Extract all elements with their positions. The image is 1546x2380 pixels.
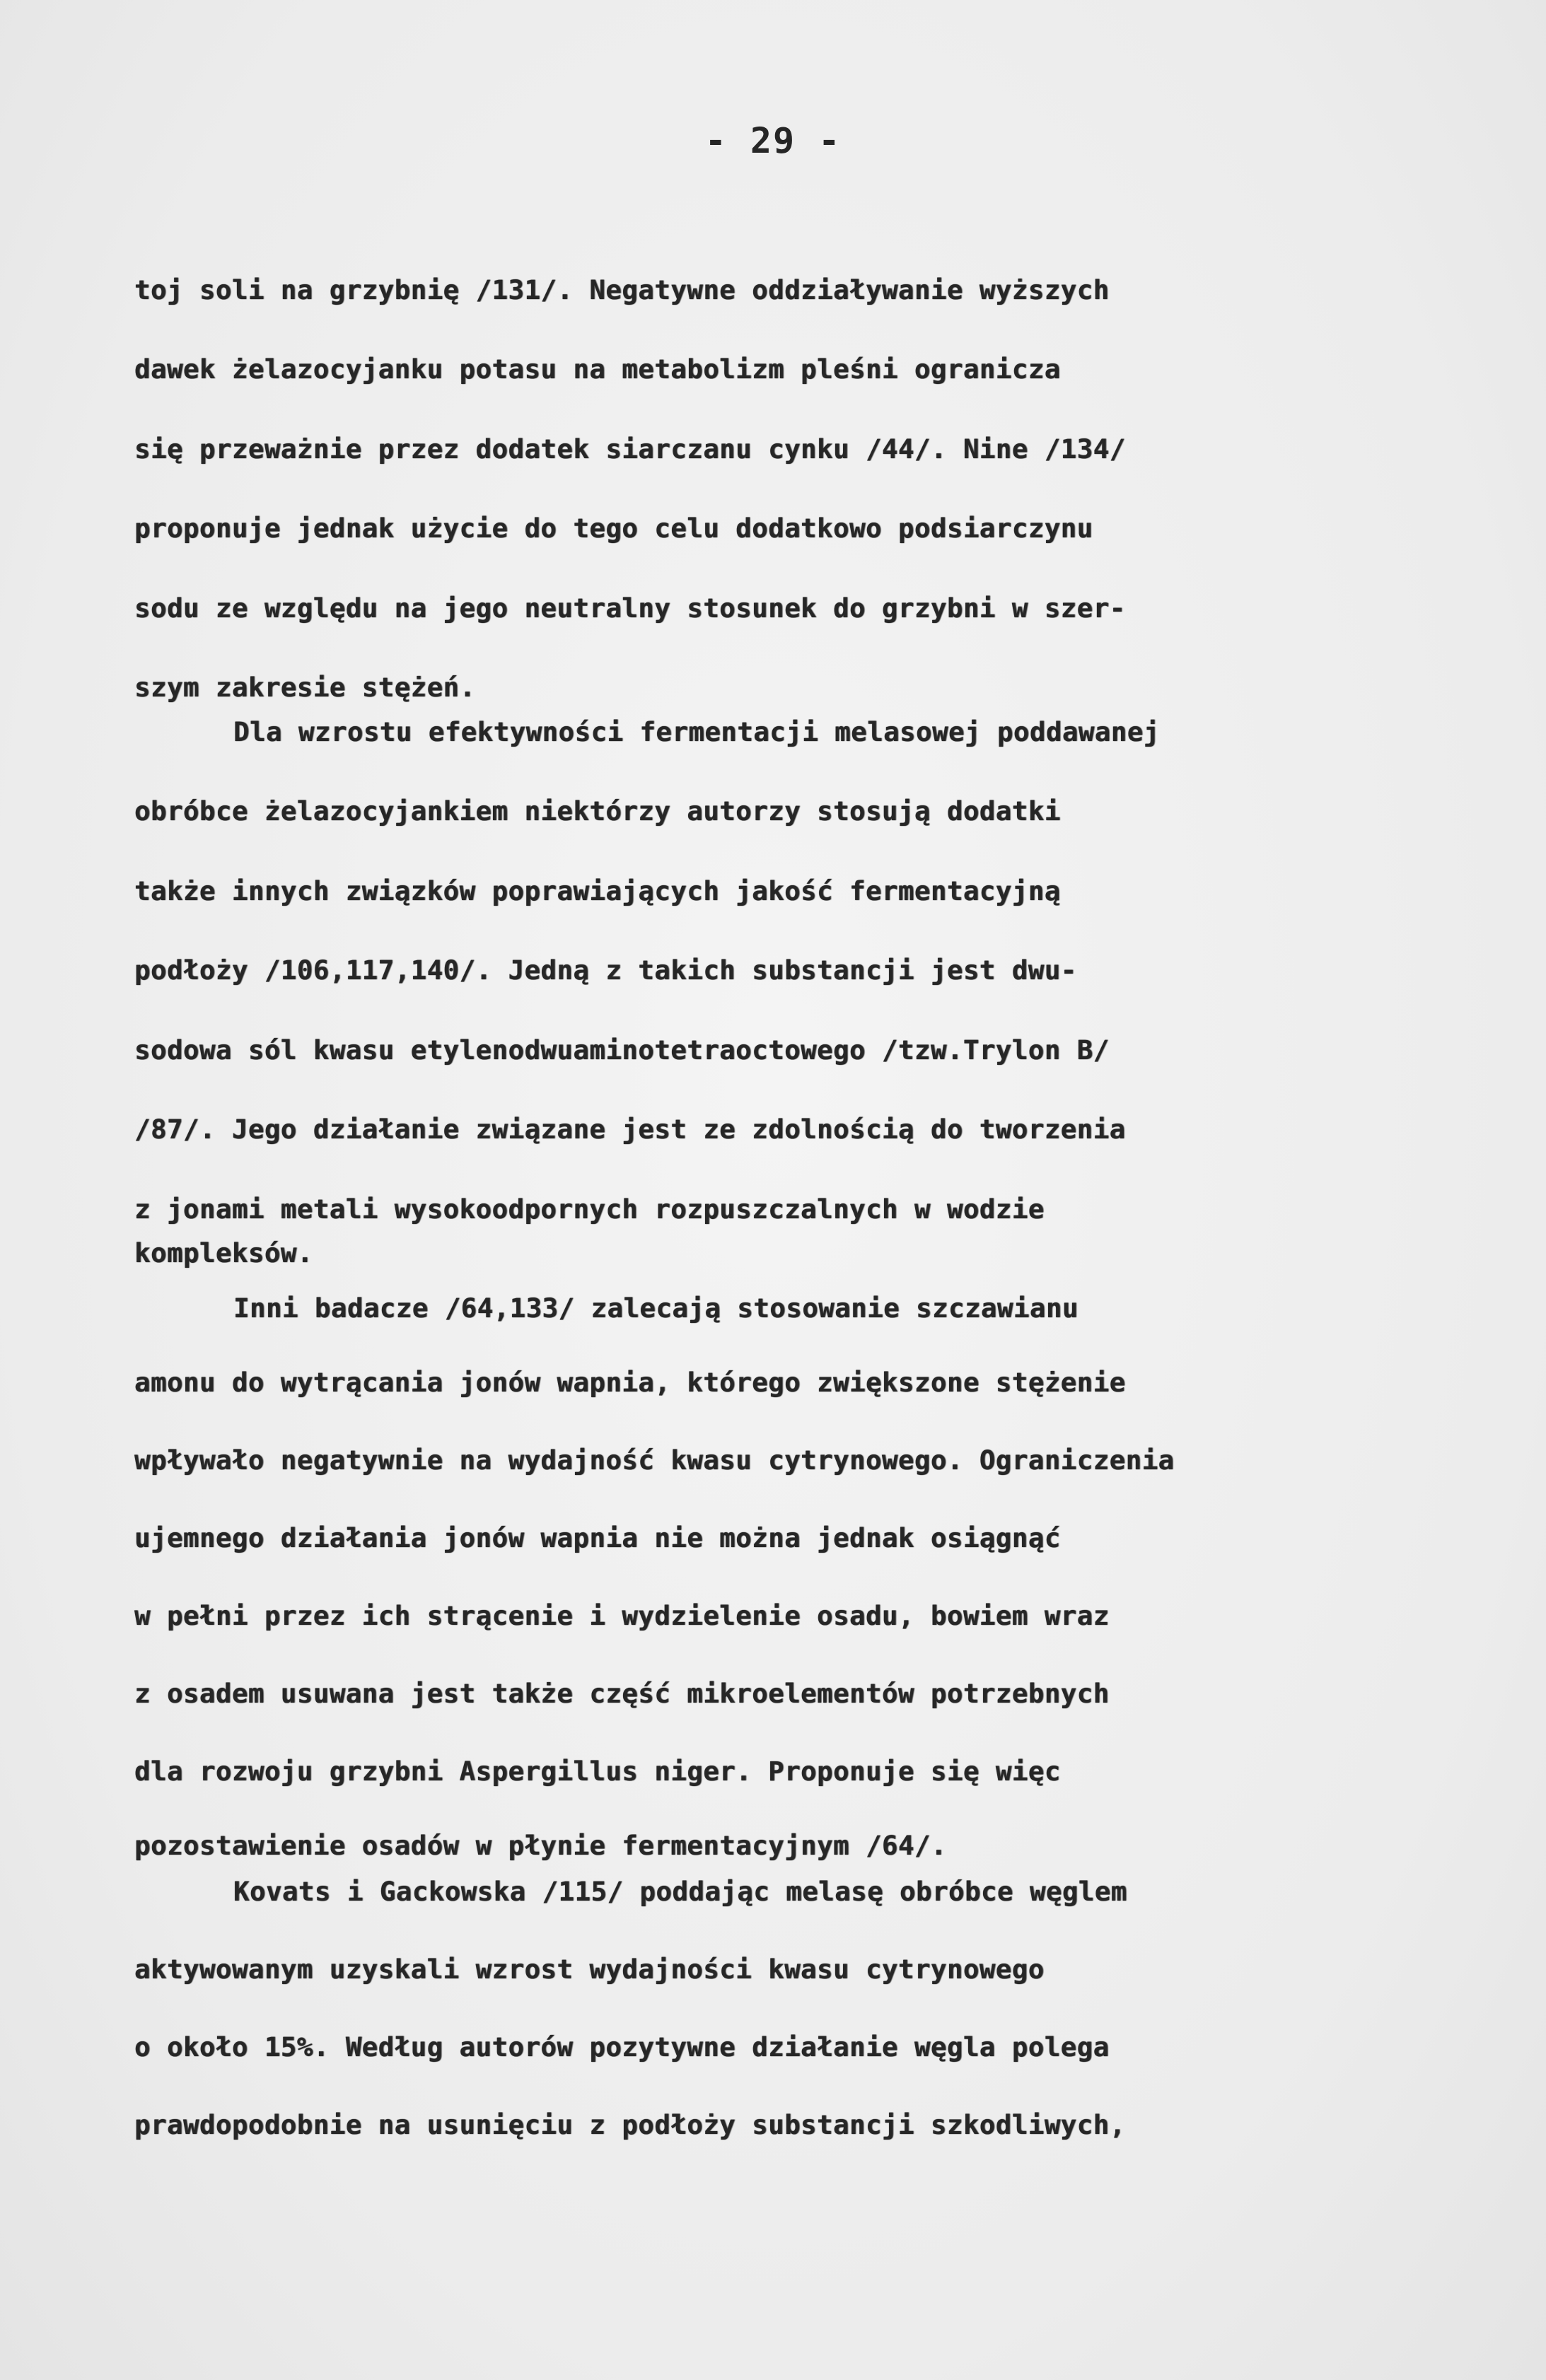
text-line: dawek żelazocyjanku potasu na metabolizm pleśni ogranicza	[134, 354, 1061, 385]
text-line: o około 15%. Według autorów pozytywne działanie węgla polega	[134, 2031, 1110, 2063]
text-line: toj soli na grzybnię /131/. Negatywne oddziaływanie wyższych	[134, 274, 1110, 305]
text-line: w pełni przez ich strącenie i wydzielenie osadu, bowiem wraz	[134, 1600, 1110, 1631]
text-line: obróbce żelazocyjankiem niektórzy autorzy stosują dodatki	[134, 795, 1061, 827]
text-line: sodu ze względu na jego neutralny stosunek do grzybni w szer-	[134, 593, 1126, 624]
page-number: - 29 -	[704, 120, 842, 161]
text-line: wpływało negatywnie na wydajność kwasu cytrynowego. Ograniczenia	[134, 1445, 1175, 1476]
paragraph-start: Dla wzrostu efektywności fermentacji melasowej poddawanej	[233, 716, 1160, 747]
text-line: pozostawienie osadów w płynie fermentacyjnym /64/.	[134, 1830, 947, 1861]
text-line: dla rozwoju grzybni Aspergillus niger. Proponuje się więc	[134, 1756, 1061, 1787]
text-line: /87/. Jego działanie związane jest ze zdolnością do tworzenia	[134, 1114, 1126, 1145]
text-line: z osadem usuwana jest także część mikroelementów potrzebnych	[134, 1678, 1110, 1709]
text-line: podłoży /106,117,140/. Jedną z takich substancji jest dwu-	[134, 955, 1077, 986]
text-line: z jonami metali wysokoodpornych rozpuszczalnych w wodzie	[134, 1194, 1045, 1225]
text-line: także innych związków poprawiających jakość fermentacyjną	[134, 875, 1061, 906]
text-line: prawdopodobnie na usunięciu z podłoży substancji szkodliwych,	[134, 2109, 1126, 2140]
text-line: kompleksów.	[134, 1237, 313, 1268]
text-line: aktywowanym uzyskali wzrost wydajności kwasu cytrynowego	[134, 1954, 1045, 1985]
text-line: proponuje jednak użycie do tego celu dodatkowo podsiarczynu	[134, 513, 1093, 544]
paragraph-start: Kovats i Gackowska /115/ poddając melasę obróbce węglem	[233, 1876, 1127, 1907]
text-line: ujemnego działania jonów wapnia nie można jednak osiągnąć	[134, 1522, 1061, 1553]
paragraph-start: Inni badacze /64,133/ zalecają stosowanie szczawianu	[233, 1293, 1079, 1324]
text-line: sodowa sól kwasu etylenodwuaminotetraoctowego /tzw.Trylon B/	[134, 1034, 1110, 1066]
text-line: się przeważnie przez dodatek siarczanu cynku /44/. Nine /134/	[134, 433, 1126, 465]
text-line: szym zakresie stężeń.	[134, 672, 476, 703]
text-line: amonu do wytrącania jonów wapnia, którego zwiększone stężenie	[134, 1367, 1126, 1398]
